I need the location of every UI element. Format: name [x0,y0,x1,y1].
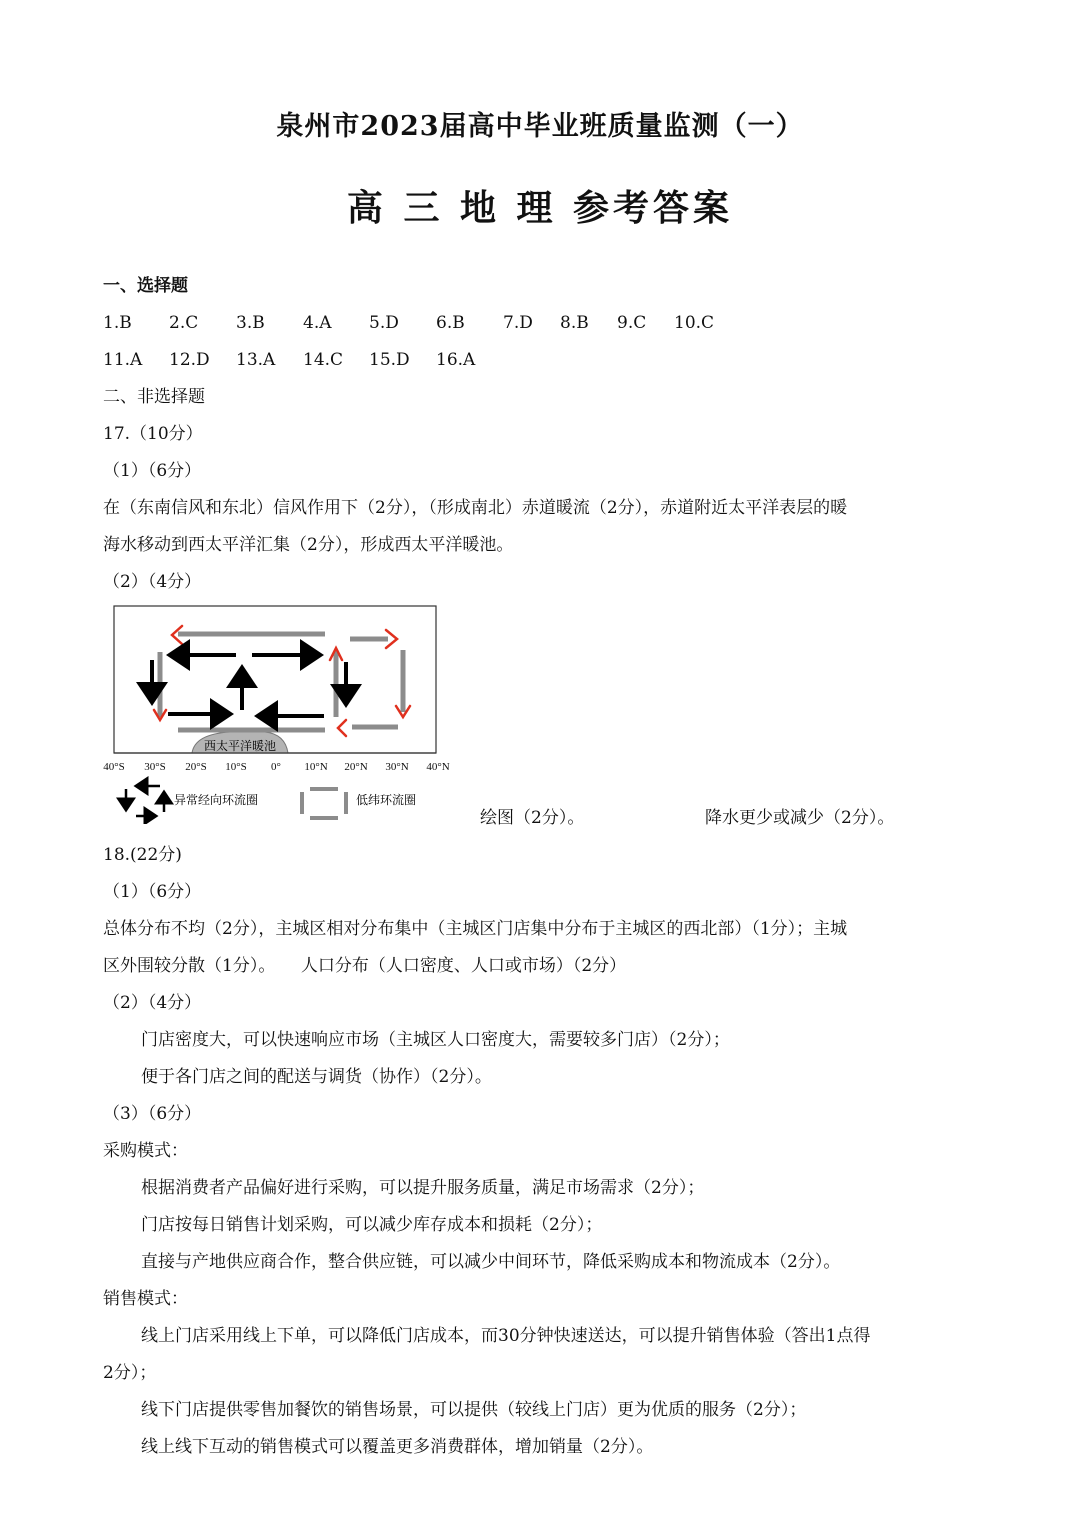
legend-gray-label: 低纬环流圈 [356,793,417,807]
document-subtitle: 高 三 地 理 参考答案 [346,187,734,229]
q18-heading: 18.(22分) [103,845,182,865]
legend-black-label: 异常经向环流圈 [174,793,259,807]
answer-item: 15.D [369,350,410,370]
purchase-mode-item: 门店按每日销售计划采购，可以减少库存成本和损耗（2分）； [141,1215,603,1235]
axis-tick-label: 30°N [385,761,409,773]
answer-item: 14.C [303,350,344,370]
sales-mode-item: 线上线下互动的销售模式可以覆盖更多消费群体，增加销量（2分）。 [141,1437,654,1457]
q17-part1-heading: （1）（6分） [103,461,202,481]
purchase-mode-item: 根据消费者产品偏好进行采购，可以提升服务质量，满足市场需求（2分）； [141,1178,705,1198]
answer-item: 6.B [436,313,465,333]
q18-part2-heading: （2）（4分） [103,993,202,1013]
answer-item: 16.A [436,350,476,370]
q17-part1-text: 海水移动到西太平洋汇集（2分），形成西太平洋暖池。 [103,535,514,555]
sales-mode-item: 线上门店采用线上下单，可以降低门店成本，而30分钟快速送达，可以提升销售体验（答出1点得 [141,1326,871,1346]
answer-item: 1.B [103,313,132,333]
q18-part2-text: 门店密度大，可以快速响应市场（主城区人口密度大，需要较多门店）（2分）； [141,1030,730,1050]
q18-part1-text: 总体分布不均（2分），主城区相对分布集中（主城区门店集中分布于主城区的西北部）（1分）；主城 [103,919,848,939]
answer-item: 13.A [236,350,276,370]
sales-mode-item: 线下门店提供零售加餐饮的销售场景，可以提供（较线上门店）更为优质的服务（2分）； [141,1400,807,1420]
axis-tick-label: 40°N [426,761,450,773]
answer-item: 3.B [236,313,265,333]
axis-tick-label: 30°S [144,761,166,773]
section-choice-heading: 一、选择题 [103,276,188,296]
circulation-diagram [100,602,460,824]
answer-item: 12.D [169,350,210,370]
q18-part2-text: 便于各门店之间的配送与调货（协作）（2分）。 [141,1067,492,1087]
answer-item: 5.D [369,313,399,333]
answer-item: 9.C [617,313,647,333]
answer-item: 4.A [303,313,332,333]
q18-part1-heading: （1）（6分） [103,882,202,902]
anomalous-meridional-arrows [152,655,346,716]
legend-black-icon [126,786,164,816]
axis-tick-label: 20°S [185,761,207,773]
axis-tick-label: 20°N [344,761,368,773]
section-nonchoice-heading: 二、非选择题 [103,387,205,407]
document-title: 泉州市2023届高中毕业班质量监测（一） [276,111,804,142]
purchase-mode-heading: 采购模式： [103,1141,188,1161]
answer-item: 2.C [169,313,199,333]
axis-tick-label: 10°N [304,761,328,773]
axis-tick-label: 40°S [103,761,125,773]
sales-mode-heading: 销售模式： [103,1289,188,1309]
purchase-mode-item: 直接与产地供应商合作，整合供应链，可以减少中间环节，降低采购成本和物流成本（2分）。 [141,1252,841,1272]
answer-item: 7.D [503,313,533,333]
q17-part2-heading: （2）（4分） [103,572,202,592]
answer-item: 8.B [560,313,589,333]
q17-part2-answer-drawing: 绘图（2分）。 [480,808,585,828]
answer-item: 11.A [103,350,143,370]
axis-tick-label: 10°S [225,761,247,773]
warm-pool-label: 西太平洋暖池 [203,739,277,753]
q18-part3-heading: （3）（6分） [103,1104,202,1124]
answer-item: 10.C [674,313,715,333]
q17-part2-answer-rain: 降水更少或减少（2分）。 [705,808,895,828]
q18-part1-text: 区外围较分散（1分）。 人口分布（人口密度、人口或市场）（2分） [103,956,627,976]
axis-tick-label: 0° [271,761,281,773]
q17-heading: 17.（10分） [103,424,203,444]
sales-mode-item-continued: 2分）； [103,1363,157,1383]
q17-part1-text: 在（东南信风和东北）信风作用下（2分），（形成南北）赤道暖流（2分），赤道附近太平洋表层的暖 [103,498,848,518]
legend-gray-icon [302,789,346,818]
red-arrowheads [154,626,410,736]
